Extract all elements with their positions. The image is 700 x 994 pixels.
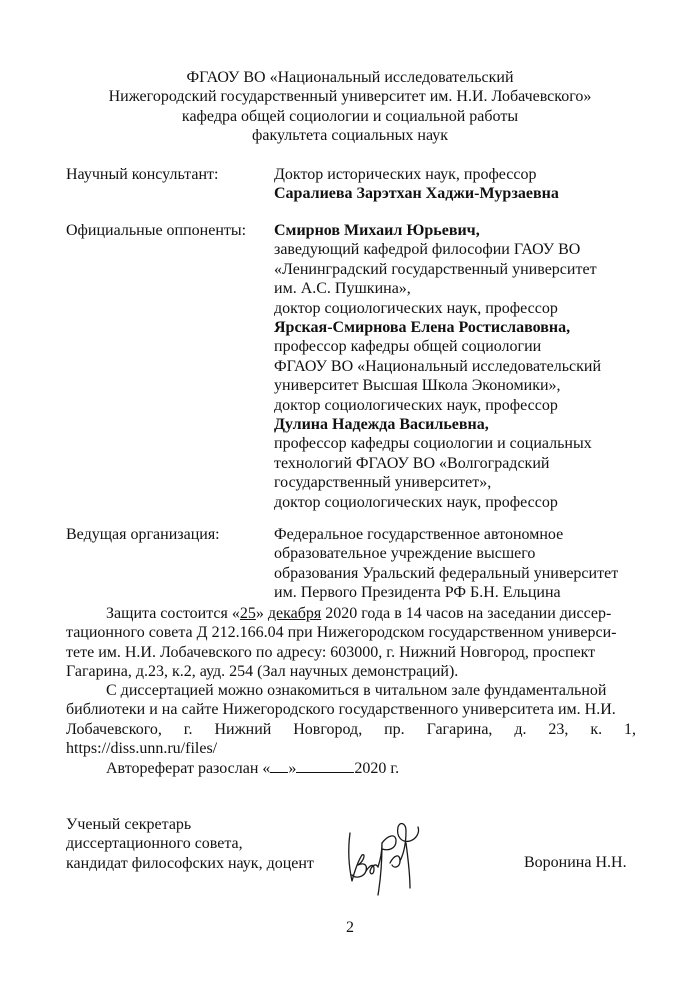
consultant-title: Доктор исторических наук, профессор — [274, 166, 537, 183]
opponent-detail: заведующий кафедрой философии ГАОУ ВО — [274, 241, 581, 259]
opponent-name: Ярская-Смирнова Елена Ростиславовна, — [274, 319, 571, 337]
opponent-detail: доктор социологических наук, профессор — [274, 493, 558, 511]
library-line: Лобачевского, г. Нижний Новгород, пр. Гагарина, д. 23, к. 1, — [66, 720, 636, 738]
lead-org-line: им. Первого Президента РФ Б.Н. Ельцина — [274, 584, 561, 602]
header-line: кафедра общей социологии и социальной работы — [181, 107, 519, 125]
sent-line — [66, 758, 636, 777]
lead-org-value — [274, 525, 654, 603]
lead-org-line: Федеральное государственное автономное — [274, 526, 564, 543]
signer-name: Воронина Н.Н. — [524, 854, 627, 871]
lead-org-line: образования Уральский федеральный университет — [274, 564, 619, 582]
defense-text: Защита состоится « — [106, 605, 240, 622]
consultant-value — [274, 165, 654, 204]
defense-first-line — [66, 604, 636, 623]
consultant-name: Саралиева Зарэтхан Хаджи-Мурзаевна — [274, 185, 559, 203]
secretary-block — [66, 815, 314, 873]
header-line: факультета социальных наук — [251, 126, 449, 144]
secretary-line: диссертационного совета, — [66, 835, 243, 853]
opponent-name: Дулина Надежда Васильевна, — [274, 416, 489, 434]
library-line: С диссертацией можно ознакомиться в читальном зале фундаментальной — [106, 682, 607, 699]
opponents-label: Официальные оппоненты: — [66, 222, 247, 239]
defense-text: » — [255, 605, 268, 622]
header-block — [0, 68, 700, 145]
defense-line: тете им. Н.И. Лобачевского по адресу: 603000, г. Нижний Новгород, проспект — [66, 643, 596, 661]
opponents-list — [274, 221, 654, 512]
defense-line: тационного совета Д 212.166.04 при Нижегородском государственном универси- — [66, 624, 617, 642]
opponent-detail: доктор социологических наук, профессор — [274, 396, 558, 414]
defense-day: 25 — [239, 605, 256, 622]
library-line: библиотеки и на сайте Нижегородского государственного университета им. Н.И. — [66, 701, 616, 719]
sent-text: Автореферат разослан « — [106, 760, 271, 778]
header-line: Нижегородский государственный университет им. Н.И. Лобачевского» — [108, 88, 592, 106]
sent-text: 2020 г. — [354, 760, 400, 778]
sent-day-blank — [270, 758, 288, 773]
opponent-detail: доктор социологических наук, профессор — [274, 299, 558, 317]
defense-line: Гагарина, д.23, к.2, ауд. 254 (Зал научных демонстраций). — [66, 662, 459, 680]
library-paragraph — [66, 681, 636, 777]
opponent-detail: профессор кафедры общей социологии — [274, 338, 542, 356]
lead-org-label: Ведущая организация: — [66, 526, 220, 543]
lead-org-line: образовательное учреждение высшего — [274, 545, 536, 563]
handwritten-signature — [336, 803, 426, 898]
defense-text: 2020 года в 14 часов на заседании диссер- — [321, 605, 612, 622]
defense-month: декабря — [267, 605, 322, 622]
sent-month-blank — [296, 758, 354, 773]
defense-paragraph — [66, 604, 636, 681]
consultant-label: Научный консультант: — [66, 166, 219, 183]
page-number: 2 — [346, 919, 354, 936]
opponent-detail: ФГАОУ ВО «Национальный исследовательский — [274, 357, 602, 375]
opponent-detail: технологий ФГАОУ ВО «Волгоградский — [274, 454, 550, 472]
header-line: ФГАОУ ВО «Национальный исследовательский — [186, 69, 514, 86]
opponent-detail: университет Высшая Школа Экономики», — [274, 377, 561, 395]
library-link: https://diss.unn.ru/files/ — [66, 739, 218, 757]
opponent-detail: им. А.С. Пушкина», — [274, 280, 411, 298]
opponent-detail: профессор кафедры социологии и социальных — [274, 435, 592, 453]
opponent-detail: государственный университет», — [274, 474, 492, 492]
opponent-name: Смирнов Михаил Юрьевич, — [274, 222, 480, 239]
secretary-line: кандидат философских наук, доцент — [66, 854, 314, 872]
secretary-line: Ученый секретарь — [66, 816, 192, 833]
opponent-detail: «Ленинградский государственный университет — [274, 260, 597, 278]
sent-text: » — [288, 760, 297, 778]
